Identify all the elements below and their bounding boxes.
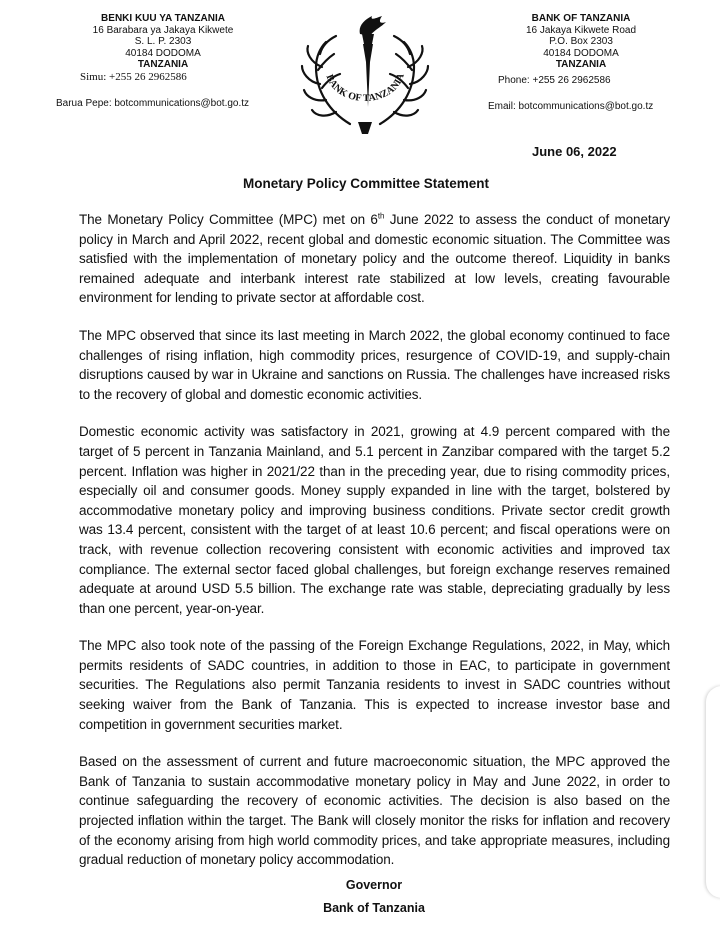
email-english: Email: botcommunications@bot.go.tz	[488, 100, 654, 112]
svg-text:BANK OF TANZANIA: BANK OF TANZANIA	[323, 71, 407, 105]
phone-english: Phone: +255 26 2962586	[498, 74, 611, 86]
city: 40184 DODOMA	[543, 47, 619, 59]
bank-name-swahili: BENKI KUU YA TANZANIA	[101, 13, 225, 24]
paragraph-5: Based on the assessment of current and future macroeconomic situation, the MPC approved the Bank of Tanzania to sustain accommodative monetary policy in May and June 2022, in order to continue safeguarding the recovery of economic activities. The decision is also based on the projected inflation within the target. The Bank will closely monitor the risks for inflation and recovery of the economy arising from high world commodity prices, and take appropriate measures, including gradual reduction of monetary policy accommodation.	[79, 754, 670, 868]
address-line: 16 Barabara ya Jakaya Kikwete	[92, 24, 234, 36]
po-box: P.O. Box 2303	[549, 36, 613, 48]
bank-name-english: BANK OF TANZANIA	[531, 13, 631, 24]
torch-wreath-emblem-icon	[300, 12, 430, 137]
paragraph-1-rest: June 2022 to assess the conduct of monetary policy in March and April 2022, recent global and domestic economic situation. The Committee was satisfied with the implementation of monetary policy and the outcome thereof. Liquidity in banks remained adequate and interbank interest rate stabilized at low levels, creating favourable environment for lending to private sector at affordable cost.	[79, 212, 670, 306]
country: TANZANIA	[137, 59, 189, 71]
city: 40184 DODOMA	[125, 47, 201, 59]
document-title: Monetary Policy Committee Statement	[242, 176, 490, 191]
signature-organization: Bank of Tanzania	[323, 901, 425, 915]
country: TANZANIA	[555, 59, 607, 71]
paragraph-2: The MPC observed that since its last meeting in March 2022, the global economy continued to face challenges of rising inflation, high commodity prices, resurgence of COVID-19, and supply-chain disruptions caused by war in Ukraine and sanctions on Russia. The challenges have increased risks to the recovery of global and domestic economic activities.	[79, 327, 670, 402]
paragraph-3: Domestic economic activity was satisfactory in 2021, growing at 4.9 percent compared with the target of 5 percent in Tanzania Mainland, and 5.1 percent in Zanzibar compared with the target 5.2 percent. Inflation was higher in 2021/22 than in the preceding year, due to rising commodity prices, especially oil and consumer goods. Money supply expanded in line with the target, bolstered by accommodative monetary policy and improving business conditions. Private sector credit growth was 13.4 percent, consistent with the target of at least 10.6 percent; and fiscal operations were on track, with revenue collection recovering consistent with economic activities and improved tax compliance. The external sector faced global challenges, but foreign exchange reserves remained adequate at around USD 5.5 billion. The exchange rate was stable, depreciating gradually by less than one percent, year-on-year.	[79, 424, 670, 616]
paragraph-4: The MPC also took note of the passing of the Foreign Exchange Regulations, 2022, in May, which permits residents of SADC countries, in addition to those in EAC, to participate in government securities. The Regulations also permit Tanzania residents to invest in SADC countries without seeking waiver from the Bank of Tanzania. This is expected to increase investor base and competition in government securities market.	[79, 638, 670, 732]
email-swahili: Barua Pepe: botcommunications@bot.go.tz	[56, 97, 250, 109]
signature-title: Governor	[345, 878, 403, 892]
statement-body	[79, 210, 670, 888]
address-line: 16 Jakaya Kikwete Road	[525, 24, 637, 36]
bank-of-tanzania-logo	[300, 12, 430, 137]
po-box: S. L. P. 2303	[134, 36, 192, 48]
phone-swahili: Simu: +255 26 2962586	[80, 70, 187, 83]
statement-date: June 06, 2022	[532, 144, 617, 159]
floating-panel-edge[interactable]	[706, 686, 720, 898]
letterhead-swahili	[58, 13, 268, 109]
letterhead-english	[486, 13, 676, 112]
paragraph-1	[79, 210, 670, 308]
paragraph-1-start: The Monetary Policy Committee (MPC) met on 6	[79, 212, 378, 227]
ordinal-suffix: th	[377, 211, 385, 221]
